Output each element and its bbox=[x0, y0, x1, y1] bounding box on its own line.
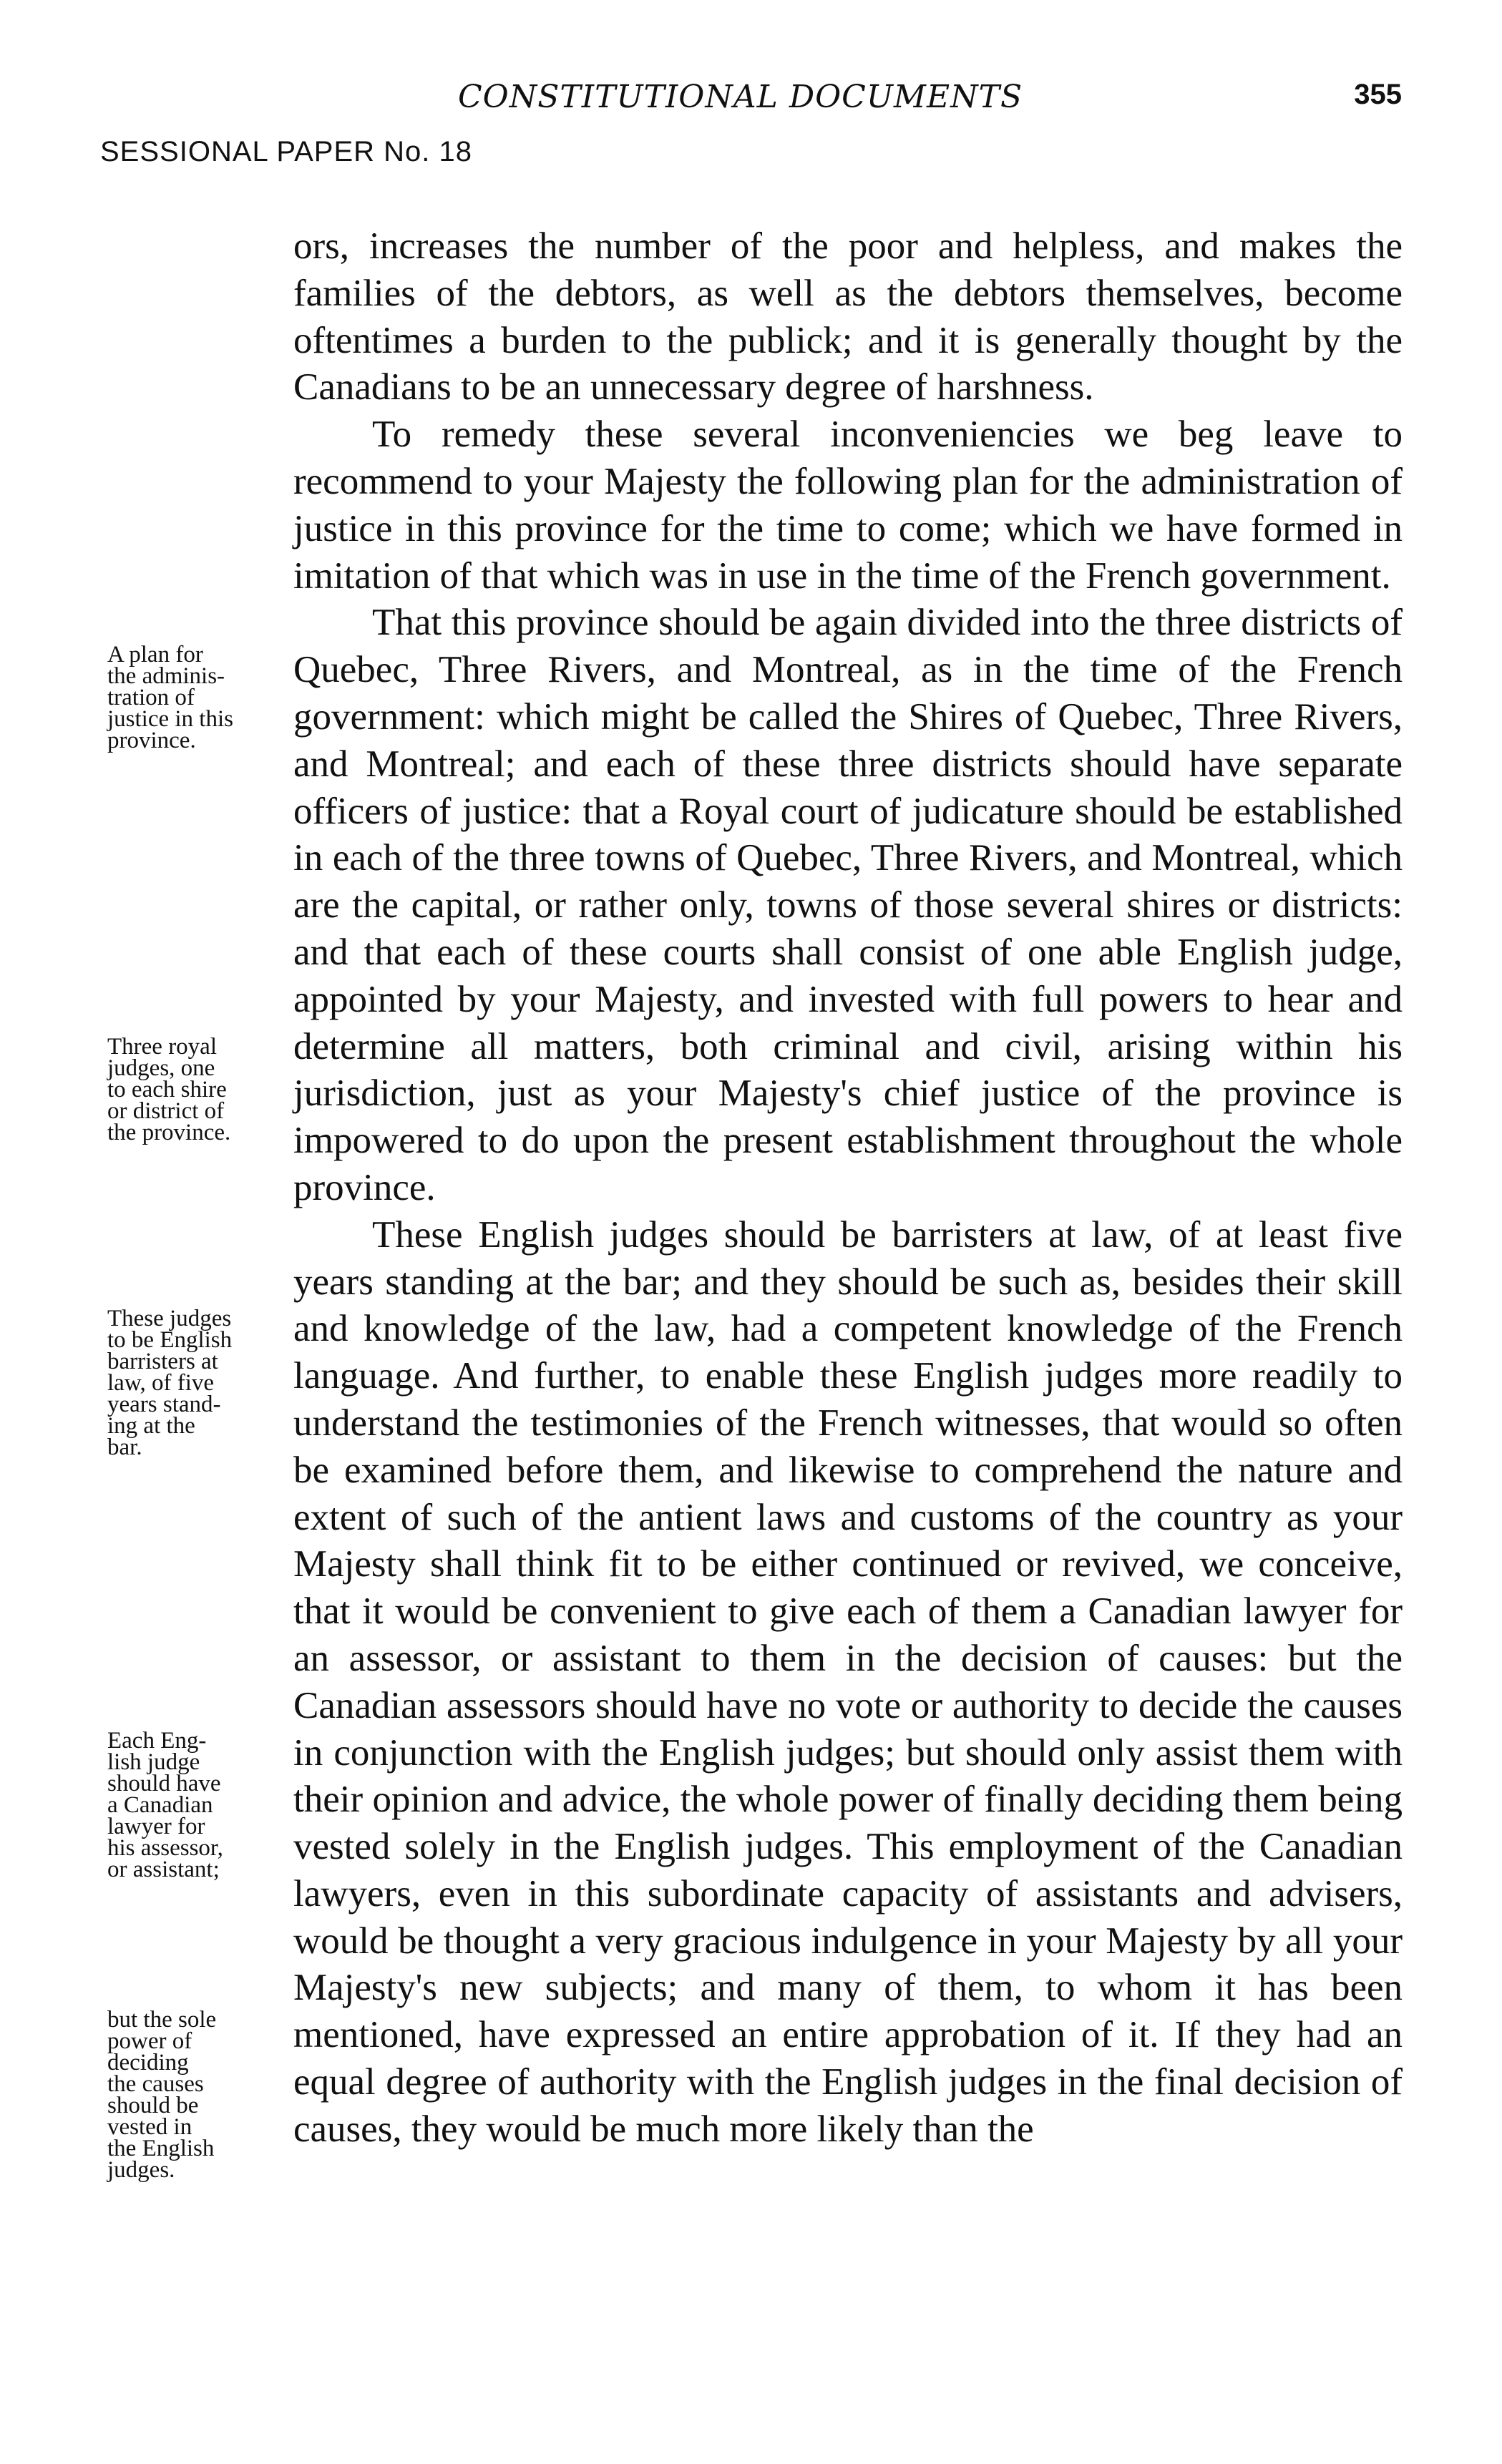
paragraph-remedy: To remedy these several inconveniencies we beg leave to recommend to your Majesty the following plan for the administration of justice in this province for the time to come; which we have formed in imitation of that which was in use in the time of the French government. bbox=[293, 414, 1403, 597]
paragraph-continuation: ors, increases the number of the poor and helpless, and makes the families of the debtors, as well as the debtors themselves, become oftentimes a burden to the publick; and it is generally thought by the Canadians to be an unnecessary degree of harshness. bbox=[293, 225, 1403, 409]
sessional-paper-label: SESSIONAL PAPER No. 18 bbox=[100, 136, 472, 167]
margin-note-royal-judges: Three royal judges, one to each shire or district of the province. bbox=[107, 1034, 231, 1145]
margin-note-plan: A plan for the adminis- tration of justice in this province. bbox=[107, 642, 233, 753]
paragraph-districts: That this province should be again divided into the three districts of Quebec, Three Rivers, and Montreal, as in the time of the French government: which might be called the Shires of Quebec, Three Rivers, and Montreal; and each of these three districts should have separate officers of justice: that a Royal court of judicature should be established in each of the three towns of Quebec, Three Rivers, and Montreal, which are the capital, or rather only, towns of those several shires or districts: and that each of these courts shall consist of one able English judge, appointed by your Majesty, and invested with full powers to hear and determine all matters, both criminal and civil, arising within his jurisdiction, just as your Majesty's chief justice of the province is impowered to do upon the present establishment throughout the whole province. bbox=[293, 602, 1403, 1208]
margin-note-barristers: These judges to be English barristers at law, of five years stand- ing at the bar. bbox=[107, 1306, 233, 1460]
margin-note-assessor: Each Eng- lish judge should have a Canadian lawyer for his assessor, or assistant; bbox=[107, 1728, 223, 1882]
body-text bbox=[293, 223, 1403, 2153]
page-number: 355 bbox=[1354, 79, 1402, 110]
margin-note-sole-power: but the sole power of deciding the causes should be vested in the English judges. bbox=[107, 2007, 217, 2183]
running-title: CONSTITUTIONAL DOCUMENTS bbox=[458, 79, 1023, 115]
paragraph-english-judges: These English judges should be barristers at law, of at least five years standing at the bar; and they should be such as, besides their skill and knowledge of the law, had a competent knowledge of the French language. And further, to enable these English judges more readily to understand the testimonies of the French witnesses, that would so often be examined before them, and likewise to comprehend the nature and extent of such of the antient laws and customs of the country as your Majesty shall think fit to be either continued or revived, we conceive, that it would be convenient to give each of them a Canadian lawyer for an assessor, or assistant to them in the decision of causes: but the Canadian assessors should have no vote or authority to decide the causes in conjunction with the English judges; but should only assist them with their opinion and advice, the whole power of finally deciding them being vested solely in the English judges. This employment of the Canadian lawyers, even in this subordinate capacity of assistants and advisers, would be thought a very gracious indulgence in your Majesty by all your Majesty's new subjects; and many of them, to whom it has been mentioned, have expressed an entire approbation of it. If they had an equal degree of authority with the English judges in the final decision of causes, they would be much more likely than the bbox=[293, 1213, 1403, 2150]
